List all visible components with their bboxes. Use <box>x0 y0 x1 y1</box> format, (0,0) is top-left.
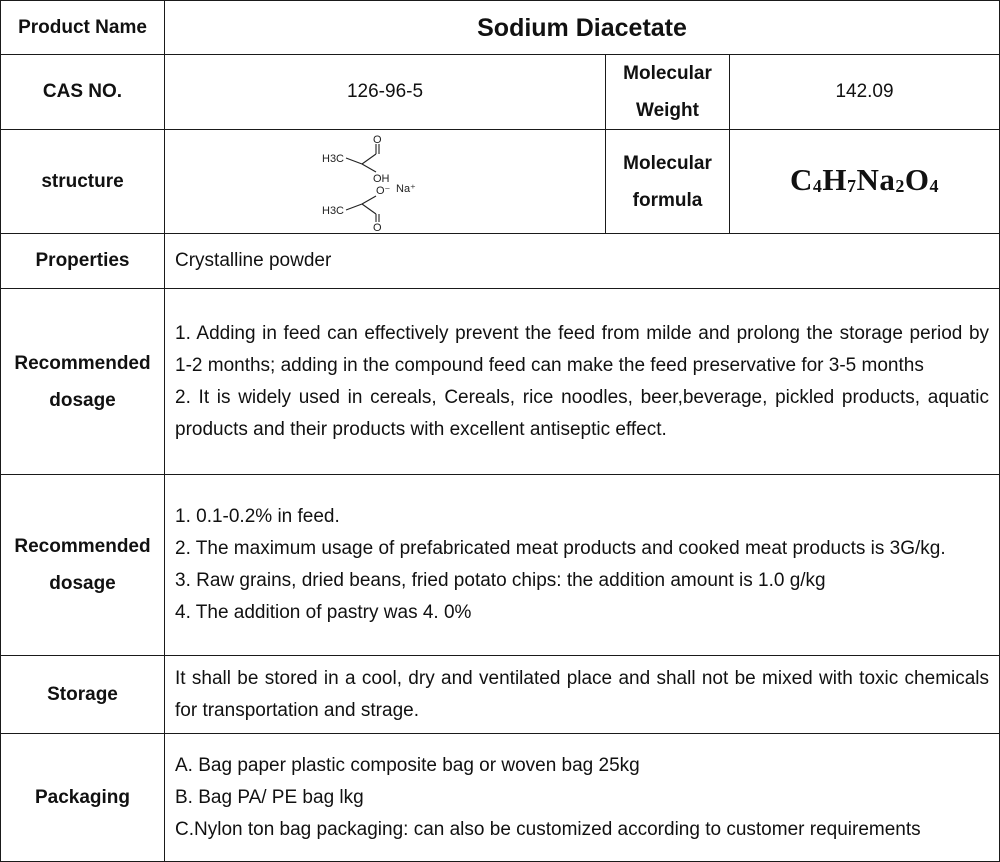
formula-element: C <box>790 161 813 197</box>
dosage-label <box>1 475 165 656</box>
packaging-item: B. Bag PA/ PE bag lkg <box>175 786 364 808</box>
packaging-text <box>165 734 1000 862</box>
dosage-label-line1: Recommended <box>14 536 151 557</box>
application-label <box>1 289 165 475</box>
row-product-name <box>1 1 1000 55</box>
properties-value: Crystalline powder <box>165 234 1000 289</box>
dosage-item: 3. Raw grains, dried beans, fried potato chips: the addition amount is 1.0 g/kg <box>175 570 826 591</box>
structure-diagram-cell <box>165 130 606 234</box>
dosage-item: 2. The maximum usage of prefabricated meat products and cooked meat products is 3G/kg. <box>175 538 946 559</box>
packaging-label: Packaging <box>1 734 165 862</box>
application-item: 2. It is widely used in cereals, Cereals, rice noodles, beer,beverage, pickled products, aquatic products and their products with excellent antiseptic effect. <box>175 386 990 440</box>
product-name-label: Product Name <box>1 1 165 55</box>
row-properties <box>1 234 1000 289</box>
dosage-label-line2: dosage <box>49 573 116 594</box>
molecular-weight-label-line2: Weight <box>636 100 699 121</box>
storage-value: It shall be stored in a cool, dry and ventilated place and shall not be mixed with toxic chemicals for transportation and strage. <box>165 656 1000 734</box>
packaging-item: A. Bag paper plastic composite bag or woven bag 25kg <box>175 754 640 776</box>
row-storage <box>1 656 1000 734</box>
application-text <box>165 289 1000 475</box>
molecular-formula-value <box>730 130 1000 234</box>
formula-element: H <box>822 161 848 197</box>
formula-subscript: 2 <box>895 175 905 196</box>
product-name-value: Sodium Diacetate <box>165 1 1000 55</box>
cas-value: 126-96-5 <box>165 55 606 130</box>
formula-element: O <box>904 161 930 197</box>
row-application <box>1 289 1000 475</box>
atom-h3c-bottom: H3C <box>322 204 345 217</box>
formula-subscript: 7 <box>847 175 857 196</box>
atom-h3c-top: H3C <box>322 152 345 165</box>
molecular-weight-label <box>606 55 730 130</box>
cas-label: CAS NO. <box>1 55 165 130</box>
formula-subscript: 4 <box>929 175 940 196</box>
dosage-item: 4. The addition of pastry was 4. 0% <box>175 602 472 623</box>
dosage-text <box>165 475 1000 656</box>
row-packaging <box>1 734 1000 862</box>
dosage-item: 1. 0.1-0.2% in feed. <box>175 506 340 527</box>
structure-label: structure <box>1 130 165 234</box>
molecular-weight-label-line1: Molecular <box>623 63 712 84</box>
atom-oh: OH <box>373 172 390 185</box>
properties-label: Properties <box>1 234 165 289</box>
molecular-formula-label-line1: Molecular <box>623 152 712 174</box>
formula-subscript: 4 <box>812 175 823 196</box>
application-label-line2: dosage <box>49 389 116 411</box>
molecular-weight-value: 142.09 <box>730 55 1000 130</box>
atom-o-top: O <box>373 133 382 146</box>
storage-label: Storage <box>1 656 165 734</box>
formula-element: Na <box>856 161 896 197</box>
application-item: 1. Adding in feed can effectively prevent the feed from milde and prolong the storage period by 1-2 months; adding in the compound feed can make the feed preservative for 3-5 months <box>175 322 990 376</box>
atom-o-minus: O⁻ <box>376 184 391 197</box>
molecular-formula-label <box>606 130 730 234</box>
row-structure <box>1 130 1000 234</box>
application-label-line1: Recommended <box>14 352 151 374</box>
packaging-item: C.Nylon ton bag packaging: can also be customized according to customer requirements <box>175 818 921 840</box>
atom-na-plus: Na⁺ <box>396 182 416 195</box>
structural-formula-diagram <box>320 132 450 232</box>
row-cas <box>1 55 1000 130</box>
atom-o-bottom: O <box>373 221 382 232</box>
molecular-formula-label-line2: formula <box>632 189 703 211</box>
row-dosage <box>1 475 1000 656</box>
